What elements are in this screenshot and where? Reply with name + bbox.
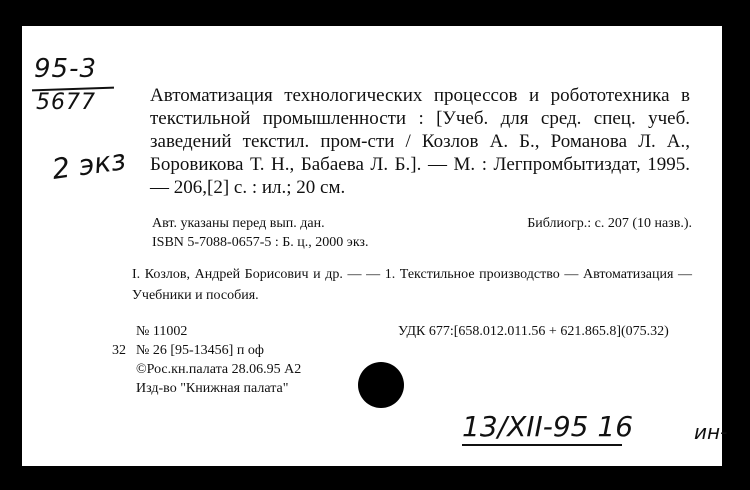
date-rule bbox=[462, 444, 622, 446]
authors-note: Авт. указаны перед вып. дан. bbox=[152, 216, 325, 231]
tracings: I. Козлов, Андрей Борисович и др. — — 1. Текстильное производство — Автоматизация — Учебники и пособия. bbox=[132, 267, 692, 303]
bibliographic-description bbox=[150, 84, 690, 199]
copies-note: 2 экз bbox=[50, 143, 128, 186]
bibliography-note: Библиогр.: с. 207 (10 назв.). bbox=[527, 216, 692, 231]
udc-code: УДК 677:[658.012.011.56 + 621.865.8](075.32) bbox=[398, 324, 669, 339]
stamp-mark bbox=[358, 362, 404, 408]
shelf-mark-top: 95-3 bbox=[34, 54, 98, 84]
record-number: № 11002 bbox=[136, 324, 188, 339]
notes-block bbox=[152, 214, 692, 252]
order-line: № 26 [95-13456] п оф bbox=[136, 343, 264, 358]
catalog-card bbox=[22, 26, 728, 466]
line-number: 32 bbox=[112, 343, 126, 358]
date-note: 13/XII-95 16 bbox=[462, 410, 634, 443]
isbn-line: ISBN 5-7088-0657-5 : Б. ц., 2000 экз. bbox=[152, 235, 369, 250]
corner-note: ин- bbox=[694, 420, 728, 444]
shelf-mark-bottom: 5677 bbox=[36, 90, 96, 115]
publisher-line: Изд-во "Книжная палата" bbox=[136, 381, 289, 396]
title-and-imprint: Автоматизация технологических процессов и робототехника в текстильной промышленности : [Учеб. для сред. спец. учеб. заведений текстил. пром-сти / Козлов А. Б., Романова Л. А., Боровикова Т. Н., Бабаева Л. Б.]. — М. : Легпромбытиздат, 1995. — 206,[2] с. : ил.; 20 см. bbox=[150, 85, 690, 198]
copyright-line: ©Рос.кн.палата 28.06.95 А2 bbox=[136, 362, 302, 377]
